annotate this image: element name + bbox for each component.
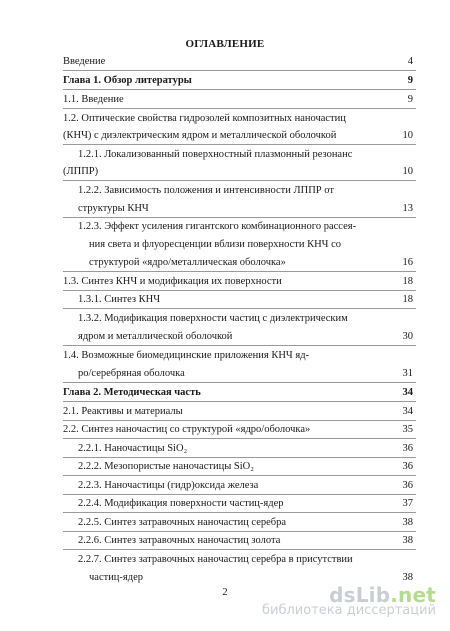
- toc-entry-page: 16: [402, 257, 413, 268]
- toc-entry-page: 35: [402, 424, 413, 435]
- toc-entry-text: Введение: [63, 56, 106, 67]
- toc-title: ОГЛАВЛЕНИЕ: [185, 38, 265, 50]
- toc-entry-page: 10: [402, 166, 413, 177]
- toc-divider: [63, 89, 416, 90]
- toc-entry-page: 36: [402, 461, 413, 472]
- toc-entry: [0, 147, 450, 162]
- toc-entry-text: Глава 1. Обзор литературы: [63, 75, 192, 86]
- toc-entry-page: 31: [402, 368, 413, 379]
- toc-divider: [63, 401, 416, 402]
- toc-entry-text: 2.1. Реактивы и материалы: [63, 406, 183, 417]
- watermark-logo-tld: .net: [390, 583, 436, 607]
- toc-entry: [0, 329, 450, 344]
- toc-entry: [0, 515, 450, 530]
- toc-divider: [63, 549, 416, 550]
- toc-entry-page: 9: [407, 94, 413, 105]
- toc-divider: [63, 271, 416, 272]
- toc-entry-page: 13: [402, 203, 413, 214]
- toc-entry-page: 34: [402, 387, 413, 398]
- toc-entry: [0, 552, 450, 567]
- toc-entry-page: 4: [407, 56, 413, 67]
- toc-entry-text: 1.3. Синтез КНЧ и модификация их поверхности: [63, 276, 282, 287]
- toc-entry-text: ния света и флуоресценции вблизи поверхности КНЧ со: [89, 239, 342, 250]
- toc-entry-text: 2.2.5. Синтез затравочных наночастиц серебра: [78, 517, 287, 528]
- toc-entry: [0, 237, 450, 252]
- toc-entry: [0, 348, 450, 363]
- toc-entry-text: 1.4. Возможные биомедицинские приложения КНЧ яд-: [63, 350, 310, 361]
- toc-divider: [63, 308, 416, 309]
- toc-entry-page: 38: [402, 572, 413, 583]
- page-number: 2: [222, 587, 228, 598]
- toc-entry-page: 10: [402, 130, 413, 141]
- toc-entry: [0, 219, 450, 234]
- toc-entry-text: 1.2.1. Локализованный поверхностный плазмонный резонанс: [78, 149, 353, 160]
- toc-divider: [63, 70, 416, 71]
- toc-entry: [0, 274, 450, 289]
- toc-entry: [0, 54, 450, 69]
- toc-entry-text: 2.2.6. Синтез затравочных наночастиц золота: [78, 535, 281, 546]
- toc-entry-text: 1.2. Оптические свойства гидрозолей композитных наночастиц: [63, 113, 346, 124]
- toc-divider: [63, 494, 416, 495]
- toc-divider: [63, 144, 416, 145]
- toc-entry: [0, 92, 450, 107]
- toc-entry: [0, 441, 450, 456]
- toc-divider: [63, 290, 416, 291]
- toc-entry-text: 1.3.1. Синтез КНЧ: [78, 294, 161, 305]
- toc-divider: [63, 420, 416, 421]
- toc-entry: [0, 533, 450, 548]
- toc-entry-page: 38: [402, 517, 413, 528]
- toc-entry-text: 2.2. Синтез наночастиц со структурой «ядро/оболочка»: [63, 424, 311, 435]
- toc-entry: [0, 201, 450, 216]
- toc-divider: [63, 531, 416, 532]
- watermark: [262, 583, 436, 618]
- toc-entry-page: 36: [402, 480, 413, 491]
- toc-entry: [0, 183, 450, 198]
- toc-entry: [0, 478, 450, 493]
- toc-entry-text: 1.1. Введение: [63, 94, 124, 105]
- toc-divider: [63, 108, 416, 109]
- watermark-subtitle: библиотека диссертаций: [262, 603, 436, 618]
- toc-entry: [0, 255, 450, 270]
- toc-entry-text: 2.2.4. Модификация поверхности частиц-ядер: [78, 498, 284, 509]
- toc-entry-text: 1.2.3. Эффект усиления гигантского комбинационного рассея-: [78, 221, 357, 232]
- toc-entry-text: (КНЧ) с диэлектрическим ядром и металлической оболочкой: [63, 130, 337, 141]
- toc-divider: [63, 345, 416, 346]
- toc-entry-page: 36: [402, 443, 413, 454]
- toc-entry-page: 18: [402, 276, 413, 287]
- toc-entry-page: 34: [402, 406, 413, 417]
- toc-entry-text: ро/серебряная оболочка: [78, 368, 185, 379]
- toc-entry: [0, 459, 450, 474]
- watermark-logo-main: dsLib: [329, 583, 391, 607]
- toc-entry: [0, 164, 450, 179]
- toc-entry-page: 38: [402, 535, 413, 546]
- toc-entry-text: 2.2.3. Наночастицы (гидр)оксида железа: [78, 480, 259, 491]
- toc-divider: [63, 217, 416, 218]
- toc-entry-text: 1.2.2. Зависимость положения и интенсивности ЛППР от: [78, 185, 334, 196]
- toc-entry: [0, 73, 450, 88]
- toc-entry-text: 1.3.2. Модификация поверхности частиц с диэлектрическим: [78, 313, 348, 324]
- toc-entry-text: структуры КНЧ: [78, 203, 149, 214]
- toc-entry: [0, 496, 450, 511]
- toc-entry: [0, 422, 450, 437]
- toc-divider: [63, 180, 416, 181]
- toc-divider: [63, 512, 416, 513]
- toc-entry-text: Глава 2. Методическая часть: [63, 387, 201, 398]
- toc-entry-text: частиц-ядер: [89, 572, 144, 583]
- toc-entry-text: структурой «ядро/металлическая оболочка»: [89, 257, 286, 268]
- toc-entry: [0, 385, 450, 400]
- toc-entry: [0, 128, 450, 143]
- toc-divider: [63, 438, 416, 439]
- toc-entry: [0, 111, 450, 126]
- toc-entry: [0, 292, 450, 307]
- toc-entry: [0, 404, 450, 419]
- toc-entry-text: 2.2.1. Наночастицы SiO₂: [78, 443, 188, 454]
- toc-divider: [63, 475, 416, 476]
- toc-divider: [63, 382, 416, 383]
- toc-entry-page: 9: [407, 75, 413, 86]
- toc-entry-page: 37: [402, 498, 413, 509]
- toc-divider: [63, 457, 416, 458]
- toc-entry-page: 30: [402, 331, 413, 342]
- toc-entry-text: 2.2.7. Синтез затравочных наночастиц серебра в присутствии: [78, 554, 353, 565]
- toc-entry-page: 18: [402, 294, 413, 305]
- toc-entry: [0, 366, 450, 381]
- toc-entry: [0, 311, 450, 326]
- toc-entry-text: (ЛППР): [63, 166, 99, 177]
- toc-entry-text: ядром и металлической оболочкой: [78, 331, 233, 342]
- toc-entry-text: 2.2.2. Мезопористые наночастицы SiO₂: [78, 461, 254, 472]
